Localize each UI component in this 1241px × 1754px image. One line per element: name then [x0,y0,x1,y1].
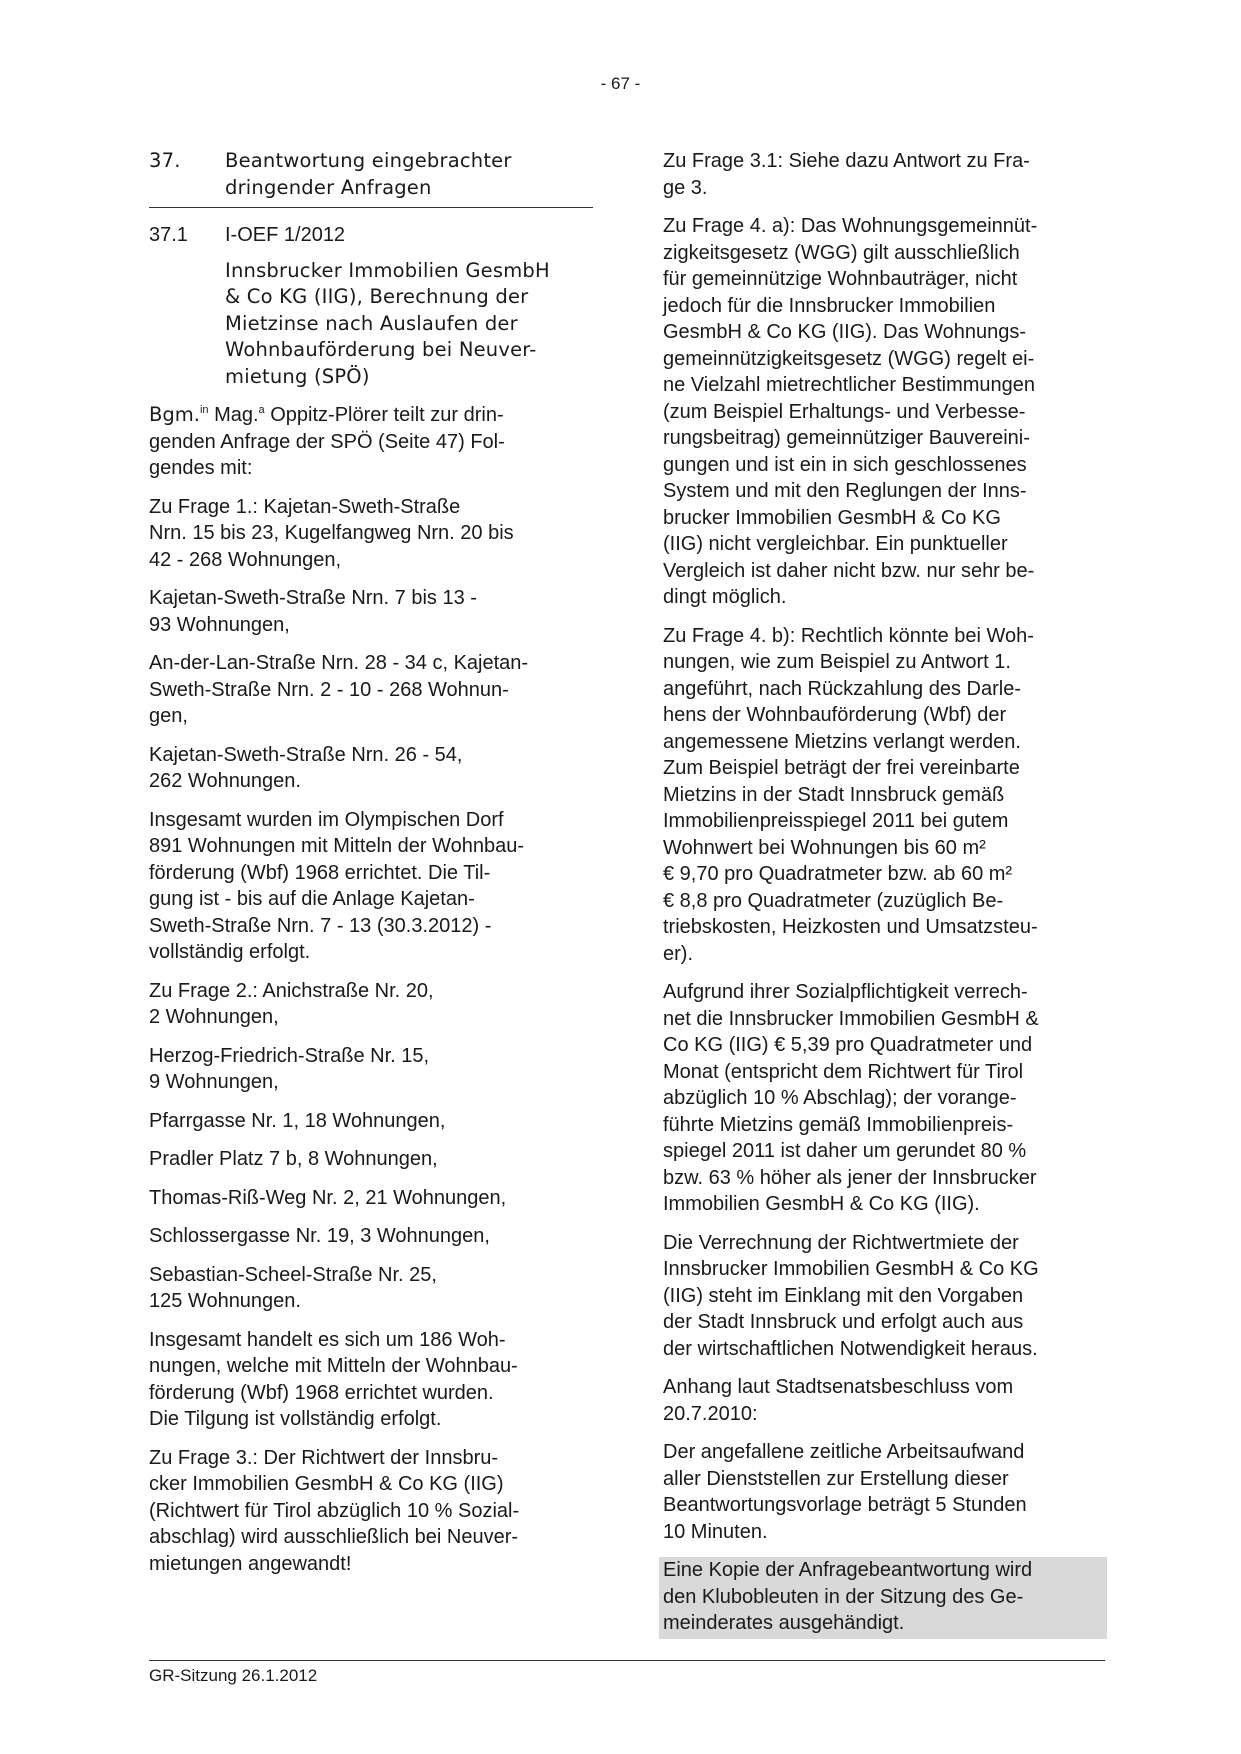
subsection-code: I-OEF 1/2012 [225,224,346,246]
subsection-number: 37.1 [149,224,188,246]
paragraph [663,1374,1103,1427]
paragraph-line: der wirtschaftlichen Notwendigkeit heraus. [663,1337,1038,1360]
paragraph-line: An-der-Lan-Straße Nrn. 28 - 34 c, Kajetan- [149,652,529,674]
paragraph-line: nungen, wie zum Beispiel zu Antwort 1. [663,651,1011,673]
paragraph-line: 42 - 268 Wohnungen, [149,548,342,571]
speaker-title: Bgm. [149,403,200,426]
paragraph-line: Immobilien GesmbH & Co KG (IIG). [663,1193,980,1215]
paragraph-line: förderung (Wbf) 1968 errichtet. Die Til- [149,861,491,884]
paragraph-line: Der angefallene zeitliche Arbeitsaufwand [663,1441,1025,1463]
subsection-title-line: Innsbrucker Immobilien GesmbH [225,258,550,282]
paragraph [149,1108,594,1135]
paragraph-line: Monat (entspricht dem Richtwert für Tirol [663,1060,1024,1083]
paragraph-line: bzw. 63 % höher als jener der Innsbrucker [663,1166,1037,1189]
paragraph-line: 20.7.2010: [663,1402,758,1425]
paragraph [149,1223,594,1250]
paragraph-line: Zu Frage 1.: Kajetan-Sweth-Straße [149,495,461,518]
paragraph-line: cker Immobilien GesmbH & Co KG (IIG) [149,1473,504,1495]
paragraph-line: Mietzins in der Stadt Innsbruck gemäß [663,783,1005,806]
paragraph-line: Aufgrund ihrer Sozialpflichtigkeit verrech- [663,981,1028,1003]
left-column [149,148,594,1589]
footer-divider [149,1660,1105,1661]
subsection-title-line: & Co KG (IIG), Berechnung der [225,285,529,308]
speaker-text: Oppitz-Plörer teilt zur drin- [264,404,504,426]
paragraph-line: aller Dienststellen zur Erstellung dieser [663,1467,1009,1490]
paragraph-line: Schlossergasse Nr. 19, 3 Wohnungen, [149,1225,490,1247]
paragraph-line: Pfarrgasse Nr. 1, 18 Wohnungen, [149,1109,446,1132]
paragraph-line: Co KG (IIG) € 5,39 pro Quadratmeter und [663,1034,1033,1056]
footer-session-label: GR-Sitzung 26.1.2012 [149,1666,318,1685]
paragraph-line: abzüglich 10 % Abschlag); der vorange- [663,1087,1017,1109]
paragraph-line: Kajetan-Sweth-Straße Nrn. 26 - 54, [149,743,463,766]
paragraph-line: GesmbH & Co KG (IIG). Das Wohnungs- [663,321,1027,343]
paragraph [149,1146,594,1173]
paragraph-line: Zum Beispiel beträgt der frei vereinbarte [663,757,1020,779]
paragraph-line: gemeinnützigkeitsgesetz (WGG) regelt ei- [663,347,1035,370]
subsection-title-line: mietung (SPÖ) [225,364,370,388]
paragraph-line: Anhang laut Stadtsenatsbeschluss vom [663,1376,1014,1398]
paragraph-line: 2 Wohnungen, [149,1006,279,1028]
paragraph-line: Zu Frage 4. a): Das Wohnungsgemeinnüt- [663,215,1038,237]
right-paragraphs [663,148,1103,1545]
paragraph-line: € 8,8 pro Quadratmeter (zuzüglich Be- [663,889,1004,912]
paragraph-line: abschlag) wird ausschließlich bei Neuver- [149,1526,519,1548]
paragraph-line: (IIG) steht im Einklang mit den Vorgaben [663,1284,1024,1307]
paragraph-line: spiegel 2011 ist daher um gerundet 80 % [663,1140,1027,1162]
paragraph-line: System und mit den Reglungen der Inns- [663,480,1027,502]
paragraph-line: € 9,70 pro Quadratmeter bzw. ab 60 m² [663,863,1013,885]
left-paragraphs [149,494,594,1578]
paragraph [149,1262,594,1315]
paragraph-line: angeführt, nach Rückzahlung des Darle- [663,677,1021,700]
subsection-title-line: Wohnbauförderung bei Neuver- [225,338,537,361]
paragraph-line: vollständig erfolgt. [149,941,311,963]
paragraph-line: Immobilienpreisspiegel 2011 bei gutem [663,810,1009,832]
paragraph-line: ne Vielzahl mietrechtlicher Bestimmungen [663,374,1036,396]
paragraph-line: er). [663,942,693,965]
right-column [663,148,1103,1651]
paragraph-line: jedoch für die Innsbrucker Immobilien [663,294,996,317]
speaker-paragraph [149,402,594,482]
paragraph-line: 125 Wohnungen. [149,1290,301,1312]
paragraph-line: Zu Frage 2.: Anichstraße Nr. 20, [149,979,434,1002]
paragraph-line: gungen und ist ein in sich geschlossenes [663,453,1027,476]
paragraph-line: zigkeitsgesetz (WGG) gilt ausschließlich [663,241,1020,264]
paragraph-line: Thomas-Riß-Weg Nr. 2, 21 Wohnungen, [149,1186,507,1209]
paragraph [663,623,1103,968]
paragraph [663,1439,1103,1545]
paragraph-line: dingt möglich. [663,586,787,608]
paragraph-line: gung ist - bis auf die Anlage Kajetan- [149,888,475,910]
paragraph [663,1230,1103,1363]
speaker-line: genden Anfrage der SPÖ (Seite 47) Fol- [149,430,505,453]
paragraph-line: 891 Wohnungen mit Mitteln der Wohnbau- [149,835,525,857]
page-number: - 67 - [600,74,641,93]
paragraph-line: Nrn. 15 bis 23, Kugelfangweg Nrn. 20 bis [149,522,514,544]
paragraph-line: für gemeinnützige Wohnbauträger, nicht [663,268,1018,290]
paragraph-line: der Stadt Innsbruck und erfolgt auch aus [663,1311,1024,1333]
section-divider [149,207,593,208]
paragraph-line: Zu Frage 3.1: Siehe dazu Antwort zu Fra- [663,150,1030,172]
paragraph-line: (zum Beispiel Erhaltungs- und Verbesse- [663,400,1026,423]
paragraph-line: Beantwortungsvorlage beträgt 5 Stunden [663,1494,1027,1516]
paragraph-line: Vergleich ist daher nicht bzw. nur sehr be- [663,559,1035,582]
paragraph-line: 10 Minuten. [663,1520,768,1543]
paragraph [663,148,1103,201]
paragraph-line: Die Tilgung ist vollständig erfolgt. [149,1408,442,1430]
paragraph-line: Sweth-Straße Nrn. 2 - 10 - 268 Wohnun- [149,678,509,701]
paragraph [149,742,594,795]
section-heading [149,148,594,201]
section-title-line: Beantwortung eingebrachter [225,149,512,172]
subsection-heading [149,222,594,249]
shaded-note-line: Eine Kopie der Anfragebeantwortung wird [663,1559,1033,1581]
paragraph-line: Zu Frage 3.: Der Richtwert der Innsbru- [149,1446,499,1469]
paragraph-line: brucker Immobilien GesmbH & Co KG [663,506,1001,529]
speaker-title-sup: in [199,404,209,416]
paragraph-line: führte Mietzins gemäß Immobilienpreis- [663,1113,1014,1136]
speaker-degree-sup: a [258,404,265,416]
paragraph-line: hens der Wohnbauförderung (Wbf) der [663,704,1007,726]
paragraph-line: ge 3. [663,176,708,199]
speaker-line: gendes mit: [149,457,253,479]
paragraph-line: Insgesamt handelt es sich um 186 Woh- [149,1328,506,1351]
paragraph-line: Herzog-Friedrich-Straße Nr. 15, [149,1044,430,1067]
paragraph-line: rungsbeitrag) gemeinnütziger Bauvereini- [663,427,1030,449]
paragraph-line: Die Verrechnung der Richtwertmiete der [663,1231,1019,1254]
paragraph [663,979,1103,1218]
paragraph-line: Sebastian-Scheel-Straße Nr. 25, [149,1263,437,1286]
paragraph [149,1445,594,1578]
section-title [225,148,594,201]
paragraph-line: Zu Frage 4. b): Rechtlich könnte bei Woh- [663,624,1034,647]
paragraph-line: Innsbrucker Immobilien GesmbH & Co KG [663,1258,1039,1280]
shaded-note-line: meinderates ausgehändigt. [663,1612,905,1634]
paragraph-line: Sweth-Straße Nrn. 7 - 13 (30.3.2012) - [149,914,492,937]
paragraph-line: triebskosten, Heizkosten und Umsatzsteu- [663,916,1038,938]
paragraph [663,213,1103,611]
paragraph-line: Insgesamt wurden im Olympischen Dorf [149,808,504,831]
speaker-degree: Mag. [208,404,259,426]
paragraph [149,1327,594,1433]
paragraph-line: net die Innsbrucker Immobilien GesmbH & [663,1007,1039,1030]
section-number: 37. [149,149,181,172]
paragraph-line: förderung (Wbf) 1968 errichtet wurden. [149,1381,494,1404]
shaded-note-line: den Klubobleuten in der Sitzung des Ge- [663,1585,1024,1608]
paragraph-line: gen, [149,705,188,727]
paragraph [149,650,594,730]
paragraph-line: 262 Wohnungen. [149,770,301,792]
paragraph-line: (Richtwert für Tirol abzüglich 10 % Sozial- [149,1499,520,1522]
paragraph-line: 93 Wohnungen, [149,613,290,636]
subsection-title [225,258,594,391]
paragraph [149,494,594,574]
paragraph [149,807,594,966]
paragraph-line: mietungen angewandt! [149,1552,352,1575]
paragraph [149,1185,594,1212]
paragraph-line: 9 Wohnungen, [149,1071,279,1093]
paragraph-line: angemessene Mietzins verlangt werden. [663,730,1021,753]
paragraph [149,978,594,1031]
paragraph-line: Pradler Platz 7 b, 8 Wohnungen, [149,1148,438,1170]
section-title-line: dringender Anfragen [225,175,432,199]
paragraph-line: Kajetan-Sweth-Straße Nrn. 7 bis 13 - [149,587,477,609]
paragraph [149,1043,594,1096]
paragraph-line: Wohnwert bei Wohnungen bis 60 m² [663,836,986,859]
subsection-title-line: Mietzinse nach Auslaufen der [225,311,518,335]
shaded-note [659,1557,1107,1639]
paragraph-line: nungen, welche mit Mitteln der Wohnbau- [149,1355,518,1377]
paragraph-line: (IIG) nicht vergleichbar. Ein punktueller [663,533,1008,555]
paragraph [149,585,594,638]
